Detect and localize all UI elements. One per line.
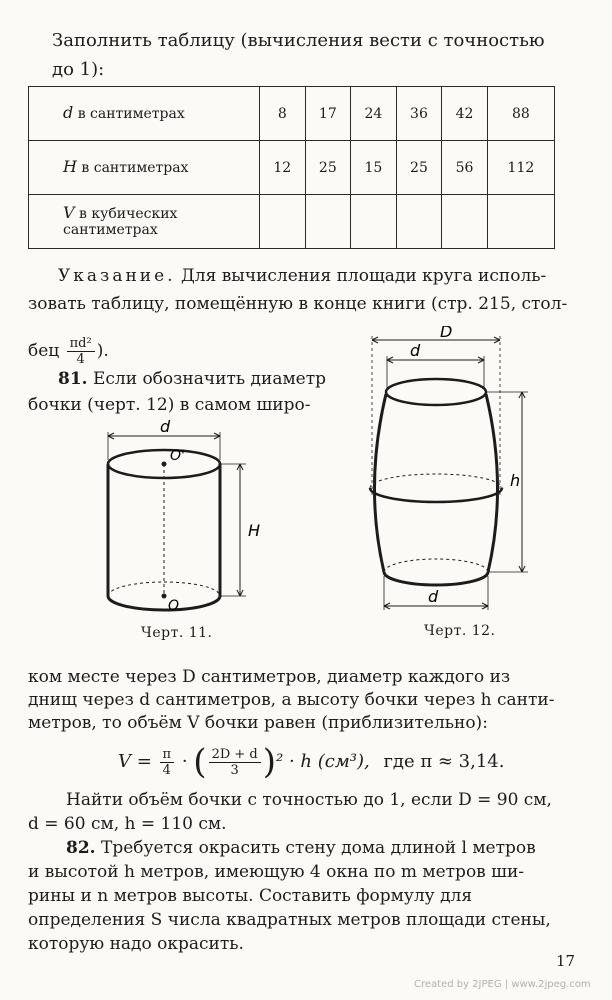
row-var: H <box>63 157 77 176</box>
formula-rest: ² · h (см³), <box>276 751 370 772</box>
hint-line-1 <box>58 263 546 289</box>
hint-suffix: ). <box>96 341 109 361</box>
hint-text: Для вычисления площади круга исполь- <box>180 266 547 286</box>
p82-line-3: рины и n метров высоты. Составить формулу для <box>28 886 473 906</box>
figure-12-caption: Черт. 12. <box>424 623 496 639</box>
barrel-bottom-back <box>384 559 488 572</box>
formula-lhs: V = <box>118 751 152 772</box>
p81-text: Если обозначить диаметр <box>92 369 327 389</box>
fraction-denominator: 4 <box>76 352 85 367</box>
row-unit: в сантиметрах <box>77 106 185 122</box>
table-row <box>29 195 555 249</box>
table-cell <box>396 195 442 249</box>
label-H: H <box>248 521 261 540</box>
pi-d2-fraction <box>67 336 95 367</box>
row-var: d <box>63 103 74 122</box>
label-O: O <box>168 598 180 614</box>
row-unit: в сантиметрах <box>81 160 189 176</box>
hint-label: Указание. <box>58 266 176 286</box>
p82-text: Требуется окрасить стену дома длиной l метров <box>100 838 536 858</box>
cylinder-figure <box>90 420 270 630</box>
barrel-volume-formula: V = $\frac{\pi}{4}$ · ( $\frac{2D + d}{3}$ )² · h (см³), где π ≈ 3,14. <box>118 742 505 782</box>
2D-plus-d-over-3-fraction <box>209 747 261 778</box>
row-unit: в кубических сантиметрах <box>63 206 178 238</box>
barrel-middle-front <box>370 488 502 502</box>
barrel-figure <box>352 326 542 616</box>
table-cell: 88 <box>487 87 554 141</box>
page-number: 17 <box>556 952 576 970</box>
p81-line-1 <box>58 366 326 392</box>
barrel-right-side <box>486 394 498 572</box>
label-d: d <box>160 420 171 436</box>
table-cell: 24 <box>351 87 397 141</box>
fraction-denominator: 3 <box>230 762 239 778</box>
fraction-numerator: π <box>160 747 175 763</box>
p81-line-7: d = 60 см, h = 110 см. <box>28 814 227 834</box>
hint-prefix: бец <box>28 341 60 361</box>
table-cell: 56 <box>442 141 488 195</box>
table-cell <box>351 195 397 249</box>
barrel-middle-back <box>370 474 502 488</box>
fraction-numerator: πd² <box>67 336 95 352</box>
table-cell <box>305 195 351 249</box>
label-h: h <box>510 471 521 490</box>
fraction-numerator: 2D + d <box>209 747 261 763</box>
data-table <box>28 86 555 249</box>
table-row <box>29 87 555 141</box>
figure-11-caption: Черт. 11. <box>141 625 213 641</box>
formula-dot: · <box>181 751 188 772</box>
formula-where: где π ≈ 3,14. <box>383 751 505 772</box>
barrel-top-ellipse <box>386 379 486 405</box>
table-cell: 12 <box>260 141 306 195</box>
row-label <box>29 87 260 141</box>
hint-line-3 <box>28 336 109 367</box>
problem-number: 82. <box>66 838 96 858</box>
p82-line-2: и высотой h метров, имеющую 4 окна по m метров ши- <box>28 862 525 882</box>
p82-line-1 <box>66 835 536 861</box>
p81-line-5: метров, то объём V бочки равен (приблизительно): <box>28 713 488 733</box>
p81-line-2: бочки (черт. 12) в самом широ- <box>28 395 311 415</box>
barrel-bottom-front <box>384 572 488 585</box>
p81-line-4: днищ через d сантиметров, а высоту бочки через h санти- <box>28 690 555 710</box>
table-cell: 42 <box>442 87 488 141</box>
table-cell: 25 <box>396 141 442 195</box>
table-cell <box>442 195 488 249</box>
p81-line-6: Найти объём бочки с точностью до 1, если D = 90 см, <box>66 790 552 810</box>
table-cell: 36 <box>396 87 442 141</box>
table-cell: 112 <box>487 141 554 195</box>
label-d-top: d <box>410 341 421 360</box>
table-cell: 25 <box>305 141 351 195</box>
row-label <box>29 195 260 249</box>
barrel-left-side <box>374 394 386 572</box>
fraction-denominator: 4 <box>162 762 171 778</box>
table-cell <box>487 195 554 249</box>
table-cell: 17 <box>305 87 351 141</box>
table-cell: 15 <box>351 141 397 195</box>
label-d-bottom: d <box>428 587 439 606</box>
problem-number: 81. <box>58 369 88 389</box>
label-D: D <box>440 326 453 341</box>
row-var: V <box>63 203 75 222</box>
row-label <box>29 141 260 195</box>
table-cell: 8 <box>260 87 306 141</box>
p82-line-5: которую надо окрасить. <box>28 934 244 954</box>
intro-text: Заполнить таблицу (вычисления вести с точностью до 1): <box>52 30 545 80</box>
pi-over-4-fraction <box>160 747 175 778</box>
hint-line-2: зовать таблицу, помещённую в конце книги (стр. 215, стол- <box>28 294 568 314</box>
p82-line-4: определения S числа квадратных метров площади стены, <box>28 910 551 930</box>
label-O-prime: O' <box>170 448 185 464</box>
table-row <box>29 141 555 195</box>
p81-line-3: ком месте через D сантиметров, диаметр каждого из <box>28 667 511 687</box>
table-cell <box>260 195 306 249</box>
watermark: Created by 2JPEG | www.2jpeg.com <box>414 979 591 990</box>
